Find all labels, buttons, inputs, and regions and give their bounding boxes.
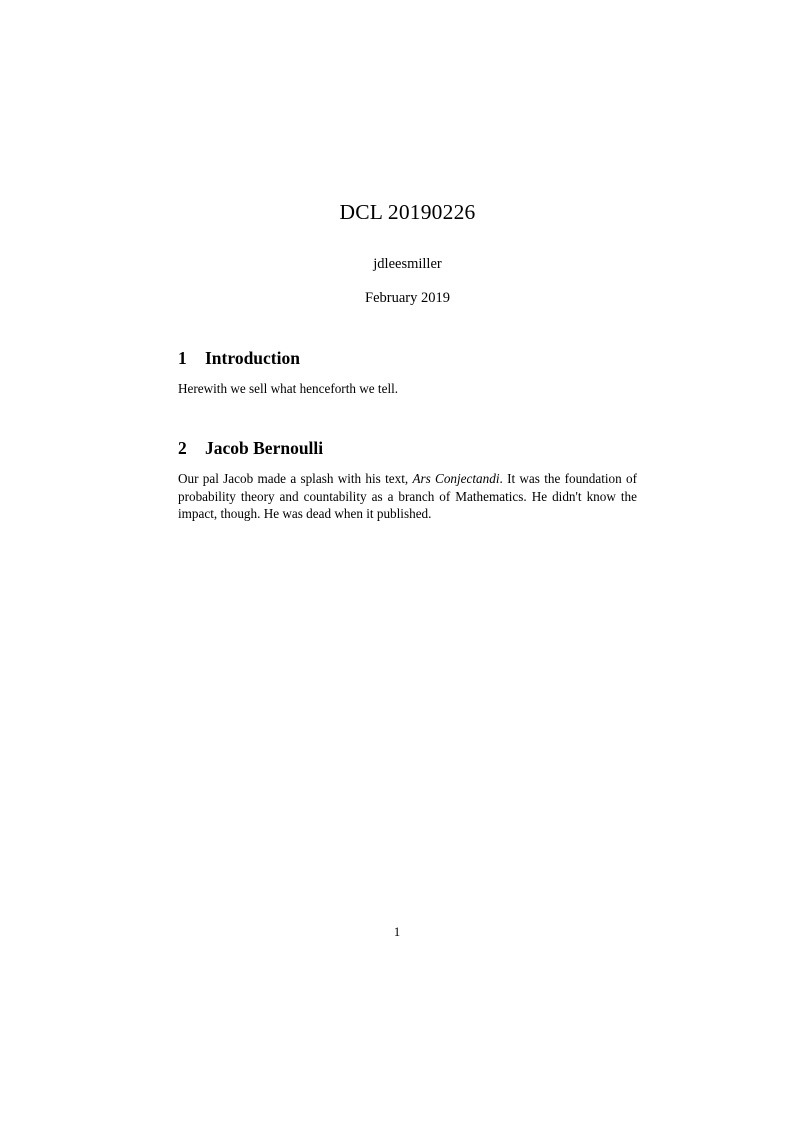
document-author: jdleesmiller — [373, 256, 442, 272]
page-number: 1 — [393, 925, 401, 939]
section-number: 1 — [178, 348, 187, 368]
section-heading-introduction — [178, 348, 637, 369]
section-title: Introduction — [205, 348, 300, 368]
section-title: Jacob Bernoulli — [205, 438, 324, 459]
document-date: February 2019 — [365, 290, 450, 306]
paragraph-text-before-citation: Our pal Jacob made a splash with his text, — [178, 471, 413, 487]
section-number: 2 — [178, 438, 187, 459]
book-title-italic: Ars Conjectandi — [412, 471, 500, 487]
paragraph — [178, 470, 637, 522]
paragraph: Herewith we sell what henceforth we tell. — [178, 381, 399, 396]
section-jacob-bernoulli — [178, 438, 637, 522]
page-title: DCL 20190226 — [339, 200, 476, 224]
document-body — [178, 200, 637, 522]
section-introduction — [178, 348, 637, 397]
section-heading-jacob-bernoulli — [178, 438, 637, 459]
paragraph-text-after-citation: . It was the foundation of probability theory and countability as a branch of Mathematics. He didn't know the impact, though. He was dead when it published. — [178, 471, 637, 521]
